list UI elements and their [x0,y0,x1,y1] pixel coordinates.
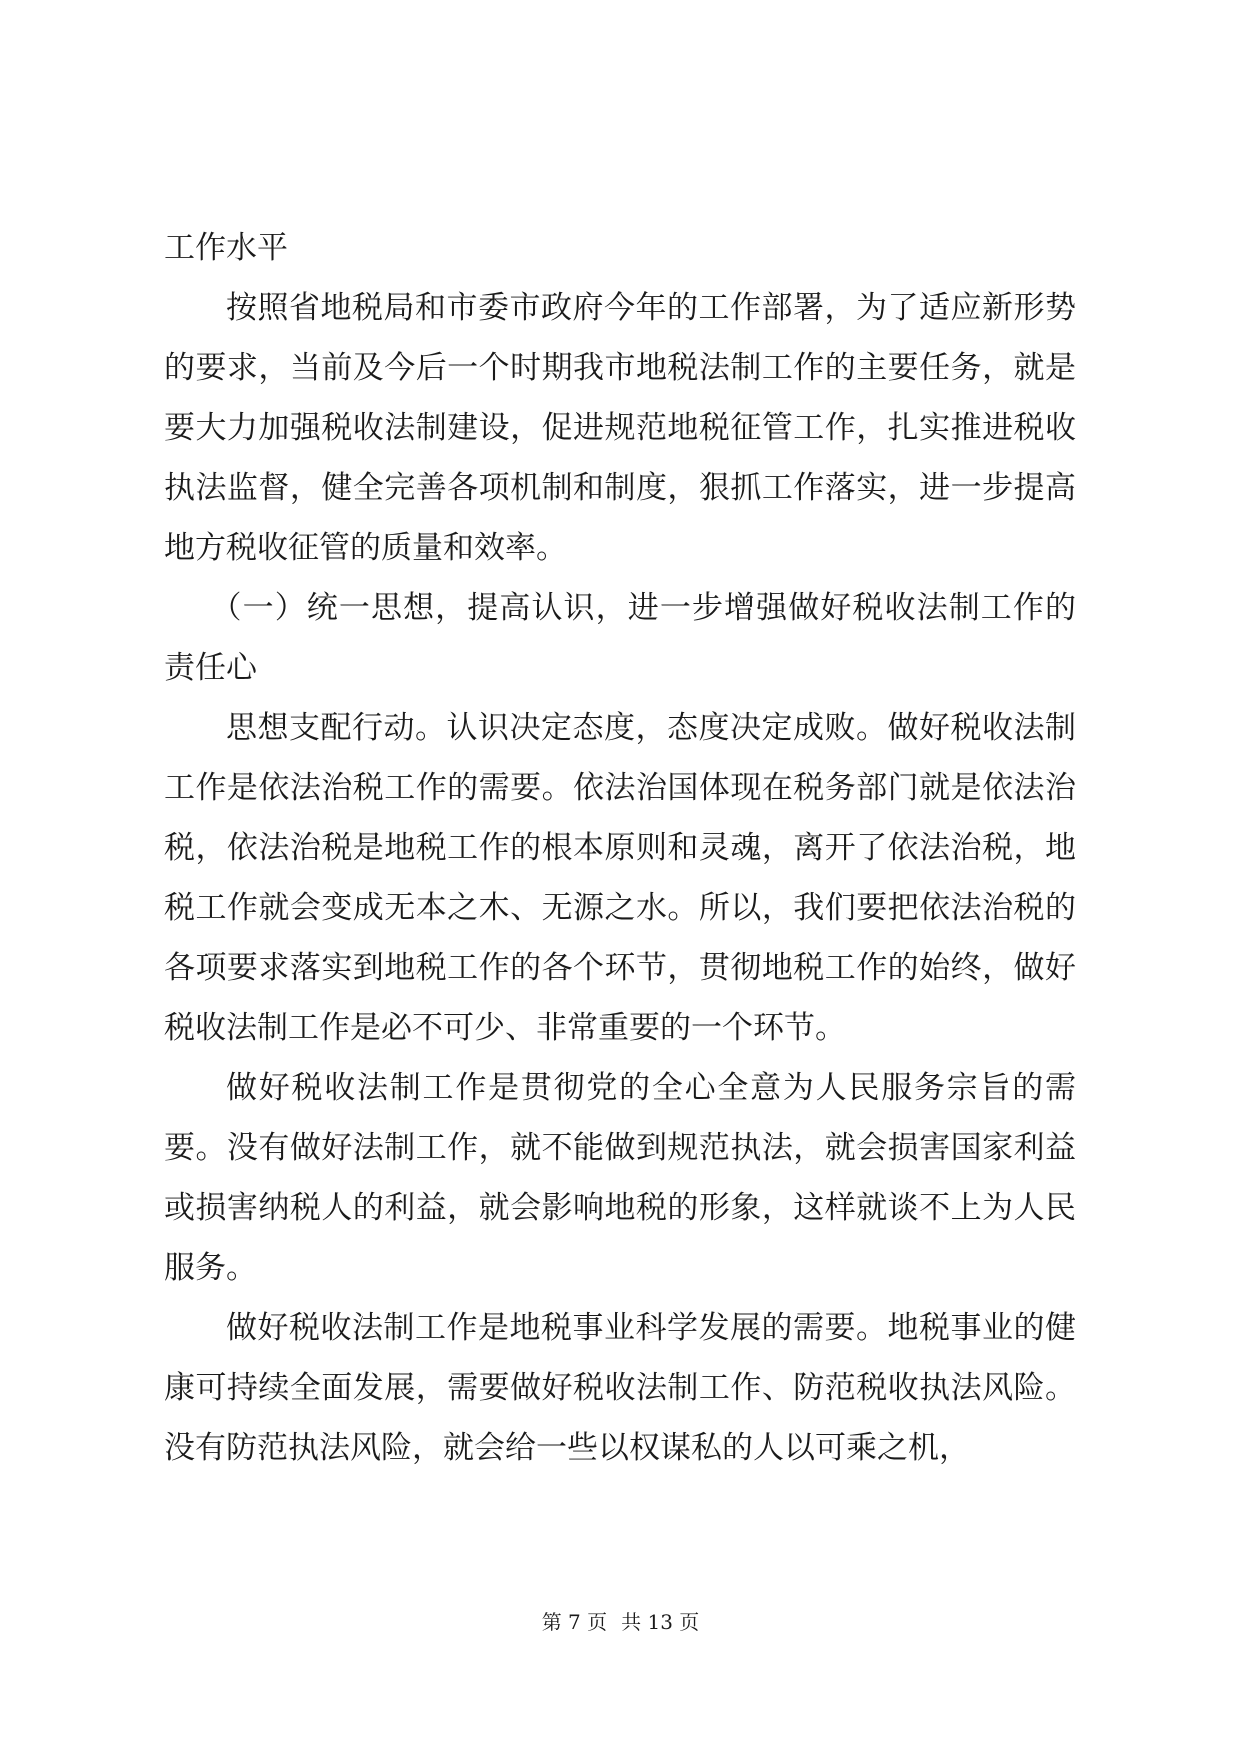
section-heading: （一）统一思想，提高认识，进一步增强做好税收法制工作的责任心 [164,590,1076,686]
paragraph-scientific-development: 做好税收法制工作是地税事业科学发展的需要。地税事业的健康可持续全面发展，需要做好税收法制工作、防范税收执法风险。没有防范执法风险，就会给一些以权谋私的人以可乘之机， [164,1310,1076,1466]
paragraph-continuation: 工作水平 [164,230,288,266]
document-body [164,218,1076,1478]
paragraph-thinking-action: 思想支配行动。认识决定态度，态度决定成败。做好税收法制工作是依法治税工作的需要。依法治国体现在税务部门就是依法治税，依法治税是地税工作的根本原则和灵魂，离开了依法治税，地税工作就会变成无本之木、无源之水。所以，我们要把依法治税的各项要求落实到地税工作的各个环节，贯彻地税工作的始终，做好税收法制工作是必不可少、非常重要的一个环节。 [164,710,1076,1046]
page-footer [0,1608,1241,1636]
page-total: 共 13 页 [621,1610,700,1634]
page-number: 第 7 页 [541,1610,608,1634]
paragraph-serve-people: 做好税收法制工作是贯彻党的全心全意为人民服务宗旨的需要。没有做好法制工作，就不能做到规范执法，就会损害国家利益或损害纳税人的利益，就会影响地税的形象，这样就谈不上为人民服务。 [164,1070,1076,1286]
paragraph-main-tasks: 按照省地税局和市委市政府今年的工作部署，为了适应新形势的要求，当前及今后一个时期我市地税法制工作的主要任务，就是要大力加强税收法制建设，促进规范地税征管工作，扎实推进税收执法监督，健全完善各项机制和制度，狠抓工作落实，进一步提高地方税收征管的质量和效率。 [164,290,1076,566]
